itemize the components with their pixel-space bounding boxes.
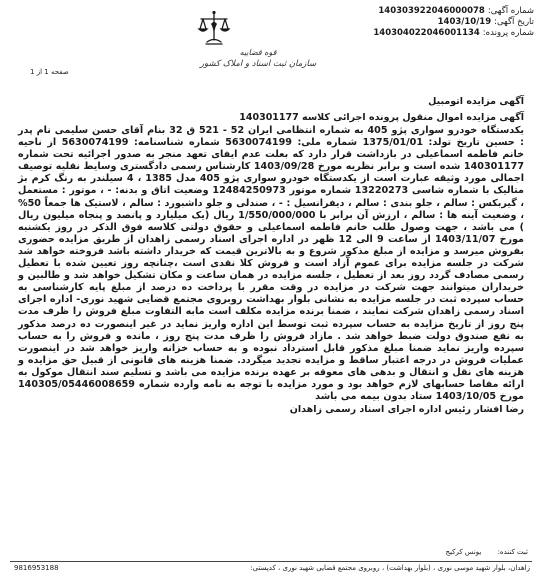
- case-number-row: [373, 28, 534, 39]
- office-address: زاهدان، بلوار شهید موسی نوری ، (بلوار بهداشت) ، روبروی مجتمع قضایی شهید نوری ، کدپستی:: [250, 564, 530, 572]
- notice-title: آگهی مزایده اتومبیل: [428, 96, 524, 107]
- notice-date: 1403/10/19: [437, 17, 492, 27]
- notice-number: 140303922046000078: [378, 6, 485, 16]
- notice-content: [18, 96, 524, 415]
- footer-address: [10, 563, 530, 573]
- registrar: [446, 548, 528, 557]
- judiciary-emblem-icon: [196, 8, 232, 50]
- notice-number-label: شماره آگهی:: [487, 6, 534, 16]
- footer-divider: [10, 561, 532, 562]
- case-number: 140304022046001134: [373, 28, 480, 38]
- notice-meta: [373, 6, 534, 39]
- judiciary-name: قوه قضاییه: [239, 48, 277, 57]
- notice-date-label: تاریخ آگهی:: [494, 17, 534, 27]
- organization-name: [178, 48, 338, 74]
- registrar-name: یونس کرکیج: [445, 548, 482, 556]
- registration-organization-name: سازمان ثبت اسناد و املاک کشور: [199, 59, 317, 69]
- notice-signature: رضا افشار رئیس اداره اجرای اسناد رسمی زاهدان: [289, 404, 524, 416]
- notice-body: یکدستگاه خودرو سواری پژو 405 به شماره انتظامی ایران 52 - 521 ق 32 بنام آقای حسن سلیمی نام پدر : حسین تاریخ تولد: 1375/01/01 شماره ملی: 5630074199 شماره شناسنامه: 5630074199 از ناحیه خانم فاطمه اسماعیلی در بازداشت قرار دارد که بعلت عدم ایفای تعهد منجر به صدور اجرائیه تحت شماره 140301177 شده است و برابر نظریه مورخ 1403/09/28 کارشناس رسمی دادگستری وسایط نقلیه توصیف اجمالی مورد وثیقه عبارت است از یکدستگاه خودرو سواری پژو 405 مدل 1385 ، 4 سیلندر به رنگ کرم بژ متالیک با شماره شاسی 13220273 شماره موتور 12484250973 وضعیت اتاق و بدنه: - ، موتور : مستعمل ، گیربکس : سالم ، جلو بندی : سالم ، دیفرانسیل : - ، صندلی و جلو داشبورد : سالم ، لاستیک ها جمعاً 50% ، وضعیت آینه ها : سالم ، ارزش آن برابر با 1/550/000/000 ریال (یک میلیارد و پانصد و پنجاه میلیون ریال ) می باشد ، جهت وصول طلب خانم فاطمه اسماعیلی و حقوق دولتی کلاسه فوق الذکر در روز یکشنبه مورخ 1403/11/07 از ساعت 9 الی 12 ظهر در اداره اجرای اسناد رسمی زاهدان از طریق مزایده حضوری بفروش میرسد و مزایده از مبلغ مذکور شروع و به بالاترین قیمت که خریدار داشته باشد فروخته خواهد شد شرکت در جلسه مزایده برای عموم آزاد است و فروش کلا نقدی است ،چنانچه روز تعیین شده با تعطیل رسمی مصادف گردد روز بعد از تعطیل ، جلسه مزایده در همان ساعت و مکان تشکیل خواهد شد و طالبین و خریداران میتوانند جهت شرکت در مزایده در وقت مقرر با پرداخت ده درصد از مبلغ پایه کارشناسی به حساب سپرده ثبت در جلسه مزایده به نشانی بلوار بهداشت روبروی مجتمع قضایی شهید نوری- اداره اجرای اسناد رسمی زاهدان شرکت نمایند ، ضمنا برنده مزایده مکلف است مابه التفاوت مبلغ فروش را ظرف مدت پنج روز از تاریخ مزایده به حساب سپرده ثبت توسط این اداره واریز نماید در غیر اینصورت ده درصد مذکور به نفع صندوق دولت ضبط خواهد شد . مازاد فروش را ظرف مدت پنج روز ، مانده و فروش را به حساب سپرده واریز نماید ضمنا مبلغ مذکور قابل استرداد نبوده و به حساب خزانه واریز خواهد شد در اینصورت عملیات فروش در درجه اعتبار ساقط و مزایده تجدید میگردد. ضمنا هزینه های قانونی از قبیل حق مزایده و هزینه های نقل و انتقال و بدهی های معوقه بر عهده برنده مزایده می باشد و تسلیم سند انتقال موکول به ارائه مفاصا حسابهای لازم خواهد بود و مورد مزایده با توجه به نامه وارده شماره 140305/05446008659 مورخ 1403/10/05 ستاد بدون بیمه می باشد: [18, 125, 525, 403]
- page-number: صفحه 1 از 1: [30, 68, 69, 76]
- case-number-label: شماره پرونده:: [482, 28, 534, 38]
- notice-subject: آگهی مزایده اموال منقول پرونده اجرائی کلاسه 140301177: [239, 112, 524, 123]
- notice-date-row: [373, 17, 534, 28]
- notice-header: [0, 0, 542, 80]
- registrar-label: ثبت کننده:: [497, 548, 528, 556]
- office-phone: 9816953188: [14, 564, 59, 572]
- notice-number-row: [373, 6, 534, 17]
